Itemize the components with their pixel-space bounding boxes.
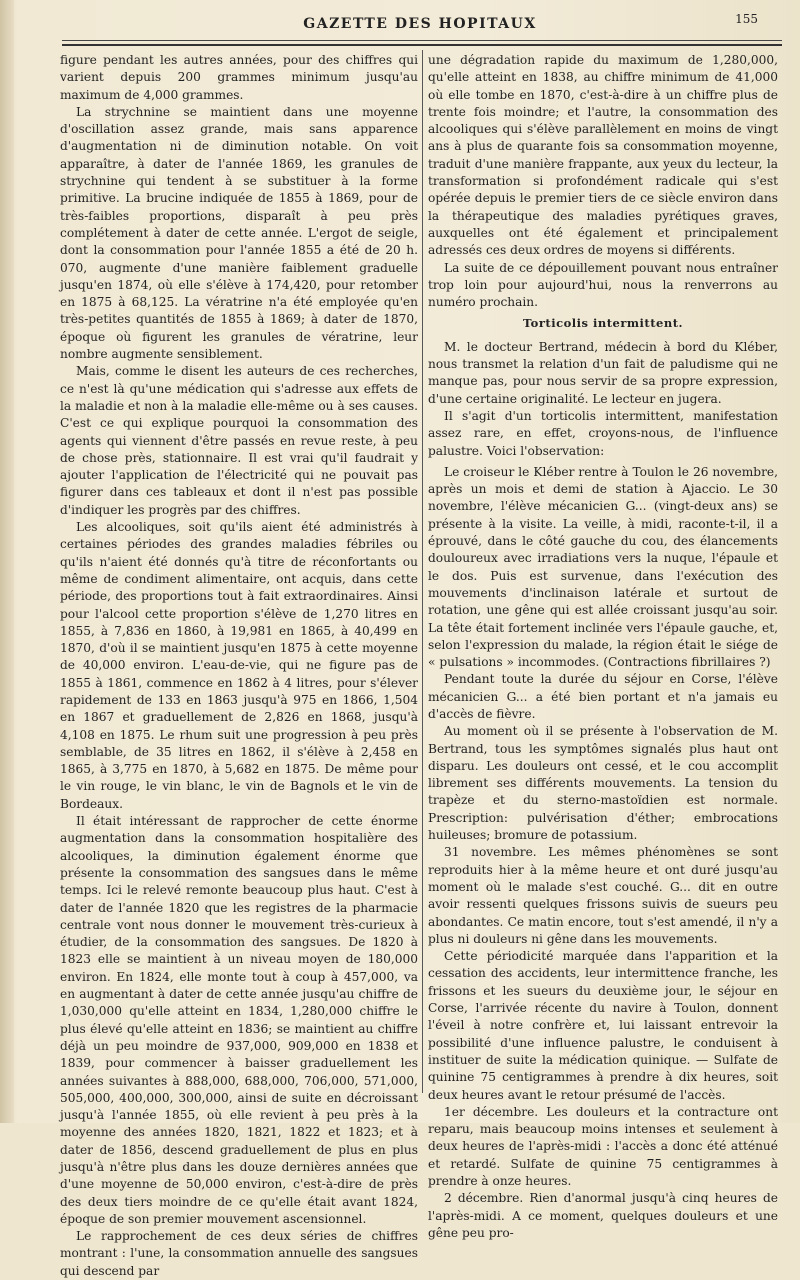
paragraph: Le rapprochement de ces deux séries de chiffres montrant : l'une, la consommation annuelle des sangsues qui descend par <box>60 1229 418 1278</box>
paragraph: Il était intéressant de rapprocher de cette énorme augmentation dans la consommation hospitalière des alcooliques, la diminution également énorme que présente la consommation des sangsues dans le même temps. Ici le relevé remonte beaucoup plus haut. C'est à dater de l'année 1820 que les registres de la pharmacie centrale vont nous donner le mouvement très-curieux à étudier, de la consommation des sangsues. De 1820 à 1823 elle se maintient à un niveau moyen de 180,000 environ. En 1824, elle monte tout à coup à 457,000, va en augmentant à dater de cette année jusqu'au chiffre de 1,030,000 qu'elle atteint en 1834, 1,280,000 chiffre le plus élevé qu'elle atteint en 1836; se maintient au chiffre déjà un peu moindre de 937,000, 909,000 en 1838 et 1839, pour commencer à baisser graduellement les années suivantes à 888,000, 688,000, 706,000, 571,000, 505,000, 400,000, 300,000, ainsi de suite en décroissant jusqu'à l'année 1855, où elle revient à peu près à la moyenne des années 1820, 1821, 1822 et 1823; et à dater de 1856, descend graduellement de plus en plus jusqu'à n'être plus dans les douze dernières années que d'une moyenne de 50,000 environ, c'est-à-dire de près des deux tiers moindre de ce qu'elle était avant 1824, époque de son premier mouvement ascensionnel. <box>60 814 418 1226</box>
paragraph: M. le docteur Bertrand, médecin à bord du Kléber, nous transmet la relation d'un fait de paludisme qui ne manque pas, pour nous servir de sa propre expression, d'une certaine originalité. Le lecteur en jugera. <box>428 339 778 406</box>
paragraph: Pendant toute la durée du séjour en Corse, l'élève mécanicien G... a été bien portant et n'a jamais eu d'accès de fièvre. <box>428 672 778 721</box>
paragraph: Mais, comme le disent les auteurs de ces recherches, ce n'est là qu'une médication qui s'adresse aux effets de la maladie et non à la maladie elle-même ou à ses causes. C'est ce qui explique pourquoi la consommation des agents qui viennent d'être passés en revue reste, à peu de chose près, stationnaire. Il est vrai qu'il faudrait y ajouter l'application de l'électricité qui ne pouvait pas figurer dans ces tableaux et dont il n'est pas possible d'indiquer les progrès par des chiffres. <box>60 364 418 517</box>
paragraph: 1er décembre. Les douleurs et la contracture ont reparu, mais beaucoup moins intenses et seulement à deux heures de l'après-midi : l'accès a donc été atténué et retardé. Sulfate de quinine 75 centigrammes à prendre à onze heures. <box>428 1104 778 1188</box>
paragraph: 2 décembre. Rien d'anormal jusqu'à cinq heures de l'après-midi. A ce moment, quelques douleurs et une gêne peu pro- <box>428 1191 778 1240</box>
paragraph: Au moment où il se présente à l'observation de M. Bertrand, tous les symptômes signalés plus haut ont disparu. Les douleurs ont cessé, et le cou accomplit librement ses différents mouvements. La tension du trapèze et du sterno-mastoïdien est normale. Prescription: pulvérisation d'éther; embrocations huileuses; bromure de potassium. <box>428 724 778 843</box>
header-rule-thin <box>62 40 782 41</box>
page-number: 155 <box>735 12 758 26</box>
paragraph: Le croiseur le Kléber rentre à Toulon le 26 novembre, après un mois et demi de station à Ajaccio. Le 30 novembre, l'élève mécanicien G... (vingt-deux ans) se présente à la visite. La veille, à midi, raconte-t-il, il a éprouvé, dans le côté gauche du cou, des élancements douloureux avec irradiations vers la nuque, l'épaule et le dos. Puis est survenue, dans l'exécution des mouvements d'inclinaison latérale et surtout de rotation, une gêne qui est allée croissant jusqu'au soir. La tête était fortement inclinée vers l'épaule gauche, et, selon l'expression du malade, la région était le siége de « pulsations » incommodes. (Contractions fibrillaires ?) <box>428 464 778 670</box>
left-column <box>60 52 418 1278</box>
header-rule-thick <box>62 44 782 46</box>
paragraph: La strychnine se maintient dans une moyenne d'oscillation assez grande, mais sans apparence d'augmentation ni de diminution notable. On voit apparaître, à dater de l'année 1869, les granules de strychnine qui tendent à se substituer à la forme primitive. La brucine indiquée de 1855 à 1869, pour de très-faibles proportions, disparaît à peu près complétement à dater de cette année. L'ergot de seigle, dont la consommation pour l'année 1855 a été de 20 h. 070, augmente d'une manière faiblement graduelle jusqu'en 1874, où elle s'élève à 174,420, pour retomber en 1875 à 68,125. La vératrine n'a été employée qu'en très-petites quantités de 1855 à 1869; à dater de 1870, époque où figurent les granules de vératrine, leur nombre augmente sensiblement. <box>60 104 418 362</box>
paragraph: Les alcooliques, soit qu'ils aient été administrés à certaines périodes des grandes maladies fébriles ou qu'ils n'aient été donnés qu'à titre de réconfortants ou même de condiment alimentaire, ont acquis, dans cette période, des proportions tout à fait extraordinaires. Ainsi pour l'alcool cette proportion s'élève de 1,270 litres en 1855, à 7,836 en 1860, à 19,981 en 1865, à 40,499 en 1870, d'où il se maintient jusqu'en 1875 à cette moyenne de 40,000 environ. L'eau-de-vie, qui ne figure pas de 1855 à 1861, commence en 1862 à 4 litres, pour s'élever rapidement de 133 en 1863 jusqu'à 975 en 1866, 1,504 en 1867 et graduellement de 2,826 en 1868, jusqu'à 4,108 en 1875. Le rhum suit une progression à peu près semblable, de 35 litres en 1862, il s'élève à 2,458 en 1865, à 3,775 en 1870, à 5,682 en 1875. De même pour le vin rouge, le vin blanc, le vin de Bagnols et le vin de Bordeaux. <box>60 520 418 811</box>
page-binding-edge <box>0 0 14 1123</box>
paragraph: La suite de ce dépouillement pouvant nous entraîner trop loin pour aujourd'hui, nous la renverrons au numéro prochain. <box>428 260 778 310</box>
column-divider <box>422 50 423 1093</box>
section-title: Torticolis intermittent. <box>522 316 684 331</box>
paragraph: Il s'agit d'un torticolis intermittent, manifestation assez rare, en effet, croyons-nous, de l'influence palustre. Voici l'observation: <box>428 408 778 458</box>
right-column <box>428 52 778 1240</box>
page-header <box>60 10 780 40</box>
journal-title: GAZETTE DES HOPITAUX <box>303 16 537 32</box>
paragraph: Cette périodicité marquée dans l'apparition et la cessation des accidents, leur intermittence franche, les frissons et les sueurs du deuxième jour, le séjour en Corse, l'arrivée récente du navire à Toulon, donnent l'éveil à notre confrère et, lui laissant entrevoir la possibilité d'une influence palustre, le conduisent à instituer de suite la médication quinique. — Sulfate de quinine 75 centigrammes à prendre à dix heures, soit deux heures avant le retour présumé de l'accès. <box>428 949 778 1102</box>
paragraph: une dégradation rapide du maximum de 1,280,000, qu'elle atteint en 1838, au chiffre minimum de 41,000 où elle tombe en 1870, c'est-à-dire à un chiffre plus de trente fois moindre; et l'autre, la consommation des alcooliques qui s'élève parallèlement en moins de vingt ans à plus de quarante fois sa consommation moyenne, traduit d'une manière frappante, aux yeux du lecteur, la transformation si profondément radicale qui s'est opérée depuis le premier tiers de ce siècle environ dans la thérapeutique des maladies pyrétiques graves, auxquelles ont été également et principalement adressés ces deux ordres de moyens si différents. <box>428 53 778 258</box>
paragraph: 31 novembre. Les mêmes phénomènes se sont reproduits hier à la même heure et ont duré jusqu'au moment où le malade s'est couché. G... dit en outre avoir ressenti quelques frissons suivis de sueurs peu abondantes. Ce matin encore, tout s'est amendé, il n'y a plus ni douleurs ni gêne dans les mouvements. <box>428 845 778 946</box>
paragraph: figure pendant les autres années, pour des chiffres qui varient depuis 200 grammes minimum jusqu'au maximum de 4,000 grammes. <box>60 53 418 102</box>
